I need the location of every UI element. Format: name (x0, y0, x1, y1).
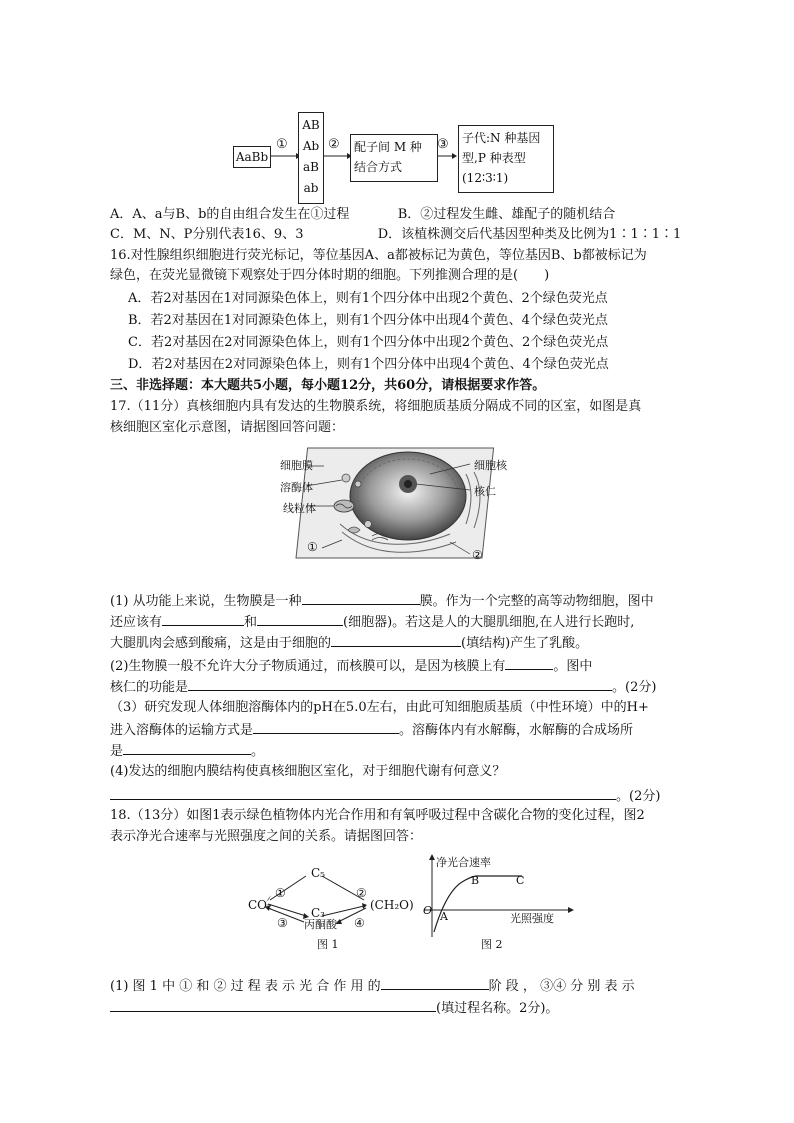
q17-p3-line-1: （3）研究发现人体细胞溶酶体内的pH在5.0左右，由此可知细胞质基质（中性环境）中的H+ (110, 700, 649, 715)
q18-p1-text-c: (填过程名称。2分)。 (436, 1001, 559, 1016)
marker-2: ② (472, 548, 483, 562)
q17-p1-text-a: (1) 从功能上来说，生物膜是一种 (110, 594, 302, 609)
q18-stem-line-2: 表示净光合速率与光照强度之间的关系。请据图回答： (110, 829, 423, 844)
fig1-co2: CO₂ (248, 898, 272, 912)
q15-option-a: A．A、a与B、b的自由组合发生在①过程 (110, 207, 350, 222)
q17-p1-text-f: 大腿肌肉会感到酸痛，这是由于细胞的 (110, 636, 332, 651)
fig1-marker-3: ③ (277, 916, 288, 930)
q17-p1-text-b: 膜。作为一个完整的高等动物细胞，图中 (419, 594, 654, 609)
q17-blank-nucleolus-function (188, 676, 612, 691)
q15-option-d: D．该植株测交后代基因型种类及比例为1∶1∶1∶1 (377, 227, 682, 242)
label-nucleolus: 核仁 (474, 485, 496, 498)
q16-stem-line-2: 绿色，在荧光显微镜下观察处于四分体时期的细胞。下列推测合理的是( ) (110, 268, 550, 283)
q17-p1-text-c: 还应该有 (110, 615, 163, 630)
q17-blank-synthesis-site (123, 740, 251, 755)
q17-p2-text-d: 。(2分) (612, 680, 657, 695)
q17-p3-text-c: 。溶酶体内有水解酶，水解酶的合成场所 (399, 723, 634, 738)
step-2-marker: ② (328, 137, 340, 152)
fig2-ylabel: 净光合速率 (436, 856, 491, 869)
q17-blank-structure (331, 632, 461, 647)
q16-stem-line-1: 16.对性腺组织细胞进行荧光标记，等位基因A、a都被标记为黄色，等位基因B、b都被标记为 (110, 248, 647, 263)
fig2-caption: 图 2 (481, 938, 503, 951)
q16-option-b: B．若2对基因在1对同源染色体上，则有1个四分体中出现4个黄色、4个绿色荧光点 (128, 313, 608, 328)
q15-option-b: B．②过程发生雌、雄配子的随机结合 (397, 207, 616, 222)
q17-blank-organelle-1 (162, 611, 244, 626)
fig1-pyruvate: 丙酮酸 (304, 918, 337, 931)
q17-stem-line-2: 核细胞区室化示意图，请据图回答问题： (110, 420, 345, 435)
q17-p1-text-d: 和 (244, 615, 258, 630)
q17-p3-text-d: 是 (110, 744, 124, 759)
combination-line-2: 结合方式 (354, 160, 403, 174)
q16-option-c: C．若2对基因在2对同源染色体上，则有1个四分体中出现2个黄色、2个绿色荧光点 (128, 335, 609, 350)
q17-p3-line-2 (110, 719, 633, 741)
fig1-c3: C₃ (311, 906, 325, 920)
label-cell-membrane: 细胞膜 (280, 459, 313, 472)
q17-p1-text-e: (细胞器)。若这是人的大腿肌细胞,在人进行长跑时, (343, 615, 635, 630)
q17-blank-membrane (302, 590, 420, 605)
parent-genotype: AaBb (235, 150, 269, 164)
offspring-line-2: 型,P 种表型 (462, 151, 526, 165)
q17-blank-organelle-2 (257, 611, 343, 626)
offspring-box (458, 125, 554, 193)
label-mitochondrion: 线粒体 (283, 502, 316, 515)
q17-stem-line-1: 17.（11分）真核细胞内具有发达的生物膜系统，将细胞质基质分隔成不同的区室，如图是真 (110, 399, 642, 414)
q17-p4-line-2 (110, 785, 660, 807)
q15-option-c: C．M、N、P分别代表16、9、3 (110, 227, 304, 242)
q17-p3-text-b: 进入溶酶体的运输方式是 (110, 723, 254, 738)
q18-blank-stage (381, 975, 489, 990)
fig2-point-a: A (440, 910, 448, 923)
q16-option-a: A．若2对基因在1对同源染色体上，则有1个四分体中出现2个黄色、2个绿色荧光点 (128, 291, 608, 306)
fig2-xlabel: 光照强度 (510, 912, 554, 925)
gametes-box (298, 112, 324, 204)
combination-box (350, 134, 438, 182)
step-3-marker: ③ (437, 137, 449, 152)
q17-p2-text-c: 核仁的功能是 (110, 680, 189, 695)
fig2-point-b: B (471, 874, 480, 887)
gamete-ab: ab (303, 181, 319, 195)
gamete-Ab: Ab (302, 139, 320, 153)
step-1-marker: ① (276, 137, 288, 152)
q17-p2-text-a: (2)生物膜一般不允许大分子物质通过，而核膜可以，是因为核膜上有 (110, 659, 506, 674)
gamete-AB: AB (302, 118, 320, 132)
q18-stem-line-1: 18.（13分）如图1表示绿色植物体内光合作用和有氧呼吸过程中含碳化合物的变化过程，图2 (110, 808, 645, 823)
fig1-marker-2: ② (356, 886, 367, 900)
q17-p4-text-b: 。(2分) (616, 789, 661, 804)
q17-p1-line-2 (110, 611, 634, 633)
q17-blank-pore (505, 655, 553, 670)
fig2-origin: O (423, 904, 433, 917)
combination-line-1: 配子间 M 种 (354, 140, 422, 154)
offspring-line-3: (12∶3∶1) (462, 171, 509, 185)
q18-p1-line-2 (110, 997, 558, 1019)
q17-p1-line-3 (110, 632, 588, 654)
q17-p3-line-3 (110, 740, 264, 762)
q17-p4-line-1: (4)发达的细胞内膜结构使真核细胞区室化，对于细胞代谢有何意义？ (110, 764, 506, 779)
q18-blank-process-names (110, 997, 436, 1012)
gamete-aB: aB (303, 160, 319, 174)
offspring-line-1: 子代:N 种基因 (462, 131, 541, 145)
q17-p1-text-g: (填结构)产生了乳酸。 (461, 636, 589, 651)
section-3-heading: 三、非选择题：本大题共5小题，每小题12分，共60分，请根据要求作答。 (110, 378, 546, 393)
fig1-ch2o: (CH₂O) (370, 898, 414, 912)
q17-p2-line-2 (110, 676, 656, 698)
fig1-marker-4: ④ (354, 916, 365, 930)
q15-options-ab (110, 205, 615, 225)
marker-1: ① (307, 540, 318, 554)
fig1-marker-1: ① (275, 886, 286, 900)
q17-blank-transport (253, 719, 399, 734)
q18-p1-text-b: 阶 段 ， ③④ 分 别 表 示 (488, 979, 635, 994)
q18-p1-line-1 (110, 975, 635, 997)
fig2-point-c: C (516, 874, 525, 887)
label-nucleus: 细胞核 (474, 459, 507, 472)
parent-genotype-box (233, 146, 271, 168)
q17-blank-significance (110, 785, 616, 800)
q17-p3-text-e: 。 (251, 744, 265, 759)
q15-options-cd (110, 225, 681, 245)
label-lysosome: 溶酶体 (280, 481, 313, 494)
q17-p2-text-b: 。图中 (553, 659, 593, 674)
q17-p2-line-1 (110, 655, 592, 677)
q16-option-d: D．若2对基因在2对同源染色体上，则有1个四分体中出现4个黄色、4个绿色荧光点 (128, 357, 609, 372)
q18-p1-text-a: (1) 图 1 中 ① 和 ② 过 程 表 示 光 合 作 用 的 (110, 979, 381, 994)
fig1-c5: C₅ (311, 866, 325, 880)
q17-p1-line-1 (110, 590, 654, 612)
fig1-caption: 图 1 (317, 938, 339, 951)
